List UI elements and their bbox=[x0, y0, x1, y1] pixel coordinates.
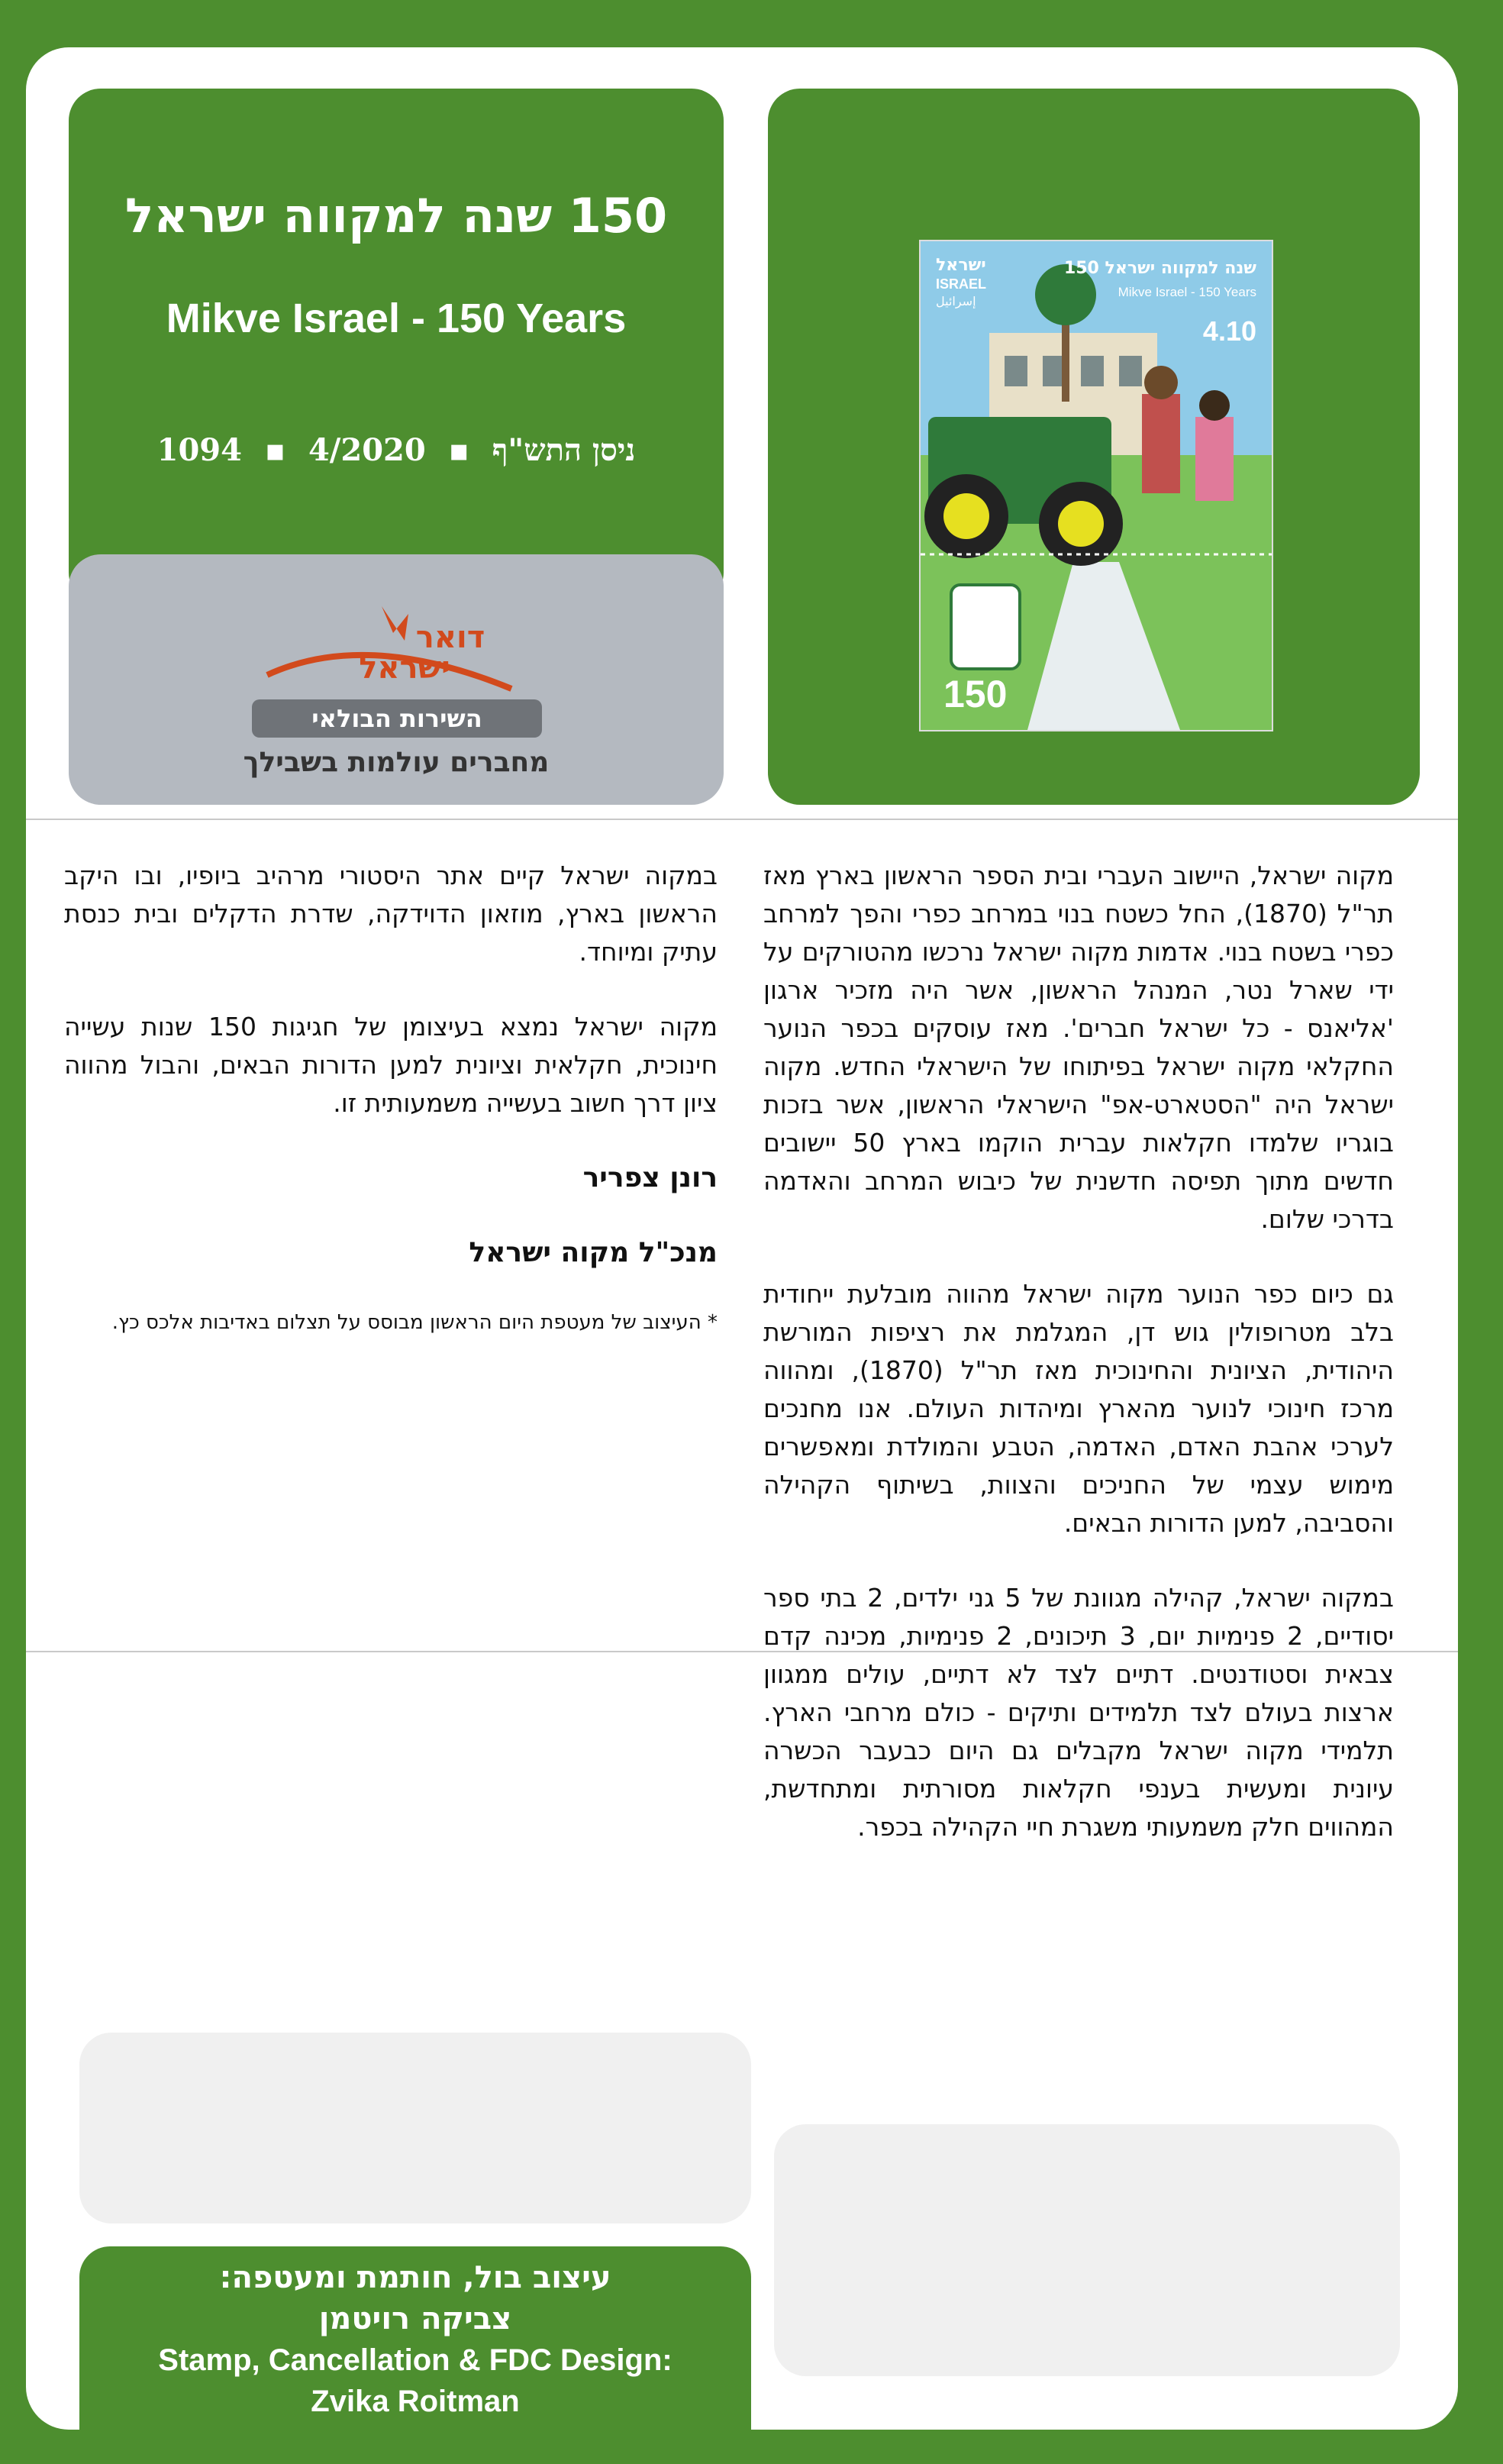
issue-date: 4/2020 bbox=[308, 432, 426, 468]
israel-post-logo bbox=[260, 599, 534, 698]
footnote: * העיצוב של מעטפת היום הראשון מבוסס על תצלום באדיבות אלכס כץ. bbox=[111, 1311, 718, 1334]
stamp-country-arabic: إسرائيل bbox=[936, 294, 976, 308]
credit-hebrew-line1: עיצוב בול, חותמת ומעטפה: bbox=[219, 2260, 611, 2295]
stamp-country-hebrew: ישראל bbox=[936, 256, 986, 275]
stamp-face-value: 4.10 bbox=[1202, 315, 1256, 347]
stamp-panel bbox=[768, 89, 1420, 805]
bullet-separator: ▪ bbox=[264, 432, 285, 468]
stamp-title-english: Mikve Israel - 150 Years bbox=[1118, 285, 1256, 299]
stamp-image bbox=[921, 241, 1272, 730]
credit-english-line1: Stamp, Cancellation & FDC Design: bbox=[158, 2343, 672, 2377]
fold-line bbox=[26, 819, 1458, 820]
show-through-area bbox=[774, 2124, 1400, 2376]
title-english: Mikve Israel - 150 Years bbox=[166, 295, 627, 341]
logo-name-line2: ישראל bbox=[359, 651, 450, 686]
title-panel bbox=[69, 89, 724, 605]
paragraph: במקוה ישראל, קהילה מגוונת של 5 גני ילדים, 2 בתי ספר יסודיים, 2 פנימיות יום, 3 תיכונים, 2 פנימיות, מכינה קדם צבאית וסטודנטים. דתיים לצד לא דתיים, עולים ממגוון ארצות בעולם לצד תלמידים ותיקים - כולם מרחבי הארץ. תלמידי מקוה ישראל מקבלים גם היום כבעבר הכשרה עיונית ומעשית בענפי חקלאות מסורתית ומתחדשת, המהווים חלק משמעותי משגרת חיי הקהילה בכפר. bbox=[763, 1583, 1394, 1842]
credit-english-line2: Zvika Roitman bbox=[311, 2385, 520, 2418]
design-credits bbox=[79, 2246, 751, 2430]
article-left-column bbox=[64, 857, 718, 1373]
paragraph: במקוה ישראל קיים אתר היסטורי מרהיב ביופיו, ובו היקב הראשון בארץ, מוזאון הדוידקה, שדרת הדקלים ובית כנסת עתיק ומיוחד. bbox=[64, 861, 718, 967]
stamp-title-hebrew: 150 שנה למקווה ישראל bbox=[1063, 259, 1256, 278]
stamp-illustration bbox=[921, 241, 1272, 730]
bullet-separator: ▪ bbox=[448, 432, 469, 468]
paragraph: מקוה ישראל נמצא בעיצומן של חגיגות 150 שנות עשייה חינוכית, חקלאית וציונית למען הדורות הבאים, והבול מהווה ציון דרך חשוב בעשייה משמעותית זו. bbox=[64, 1012, 718, 1118]
show-through-area bbox=[79, 2033, 751, 2223]
israel-post-logo-panel bbox=[69, 554, 724, 805]
logo-slogan: מחברים עולמות בשבילך bbox=[243, 747, 550, 778]
credit-hebrew-line2: צביקה רויטמן bbox=[318, 2301, 512, 2336]
signature-title: מנכ"ל מקוה ישראל bbox=[469, 1237, 718, 1268]
title-hebrew: 150 שנה למקווה ישראל bbox=[124, 188, 668, 244]
philatelic-service-label: השירות הבולאי bbox=[252, 699, 542, 738]
stamp-country-english: ISRAEL bbox=[936, 276, 987, 292]
brochure-sheet bbox=[26, 47, 1458, 2430]
issue-line bbox=[69, 432, 724, 468]
article-right-column bbox=[763, 857, 1394, 1883]
paragraph: מקוה ישראל, היישוב העברי ובית הספר הראשון בארץ מאז תר"ל (1870), החל כשטח בנוי במרחב כפרי והפך למרחב כפרי בשטח בנוי. אדמות מקוה ישראל נרכשו מהטורקים על ידי שארל נטר, המנהל הראשון, אשר היה מזכיר ארגון 'אליאנס - כל ישראל חברים'. מאז עוסקים בכפר הנוער החקלאי מקוה ישראל בפיתוחו של הישראלי החדש. מקוה ישראל היה "הסטארט-אפ" הישראלי הראשון, אשר בזכות בוגריו שלמדו חקלאות עברית הוקמו בארץ 50 יישובים חדשים מתוך תפיסה חדשנית של כיבוש המרחב והאדמה בדרכי שלום. bbox=[763, 861, 1395, 1234]
issue-date-hebrew: ניסן התש"ף bbox=[492, 432, 636, 468]
issue-number: 1094 bbox=[156, 432, 242, 468]
logo-name-line1: דואר bbox=[415, 620, 485, 655]
paragraph: גם כיום כפר הנוער מקוה ישראל מהווה מובלעת ייחודית בלב מטרופולין גוש דן, המגלמת את רציפות המורשת היהודית, הציונית והחינוכית מאז תר"ל (1870), ומהווה מרכז חינוכי לנוער מהארץ ומיהדות העולם. אנו מחנכים לערכי אהבת האדם, האדמה, הטבע והמולדת ומאפשרים מימוש עצמי של החניכים והצוות, בשיתוף הקהילה והסביבה, למען הדורות הבאים. bbox=[763, 1279, 1394, 1538]
stamp-anniversary-number: 150 bbox=[943, 673, 1008, 715]
signature-name: רונן צפריר bbox=[582, 1162, 718, 1193]
